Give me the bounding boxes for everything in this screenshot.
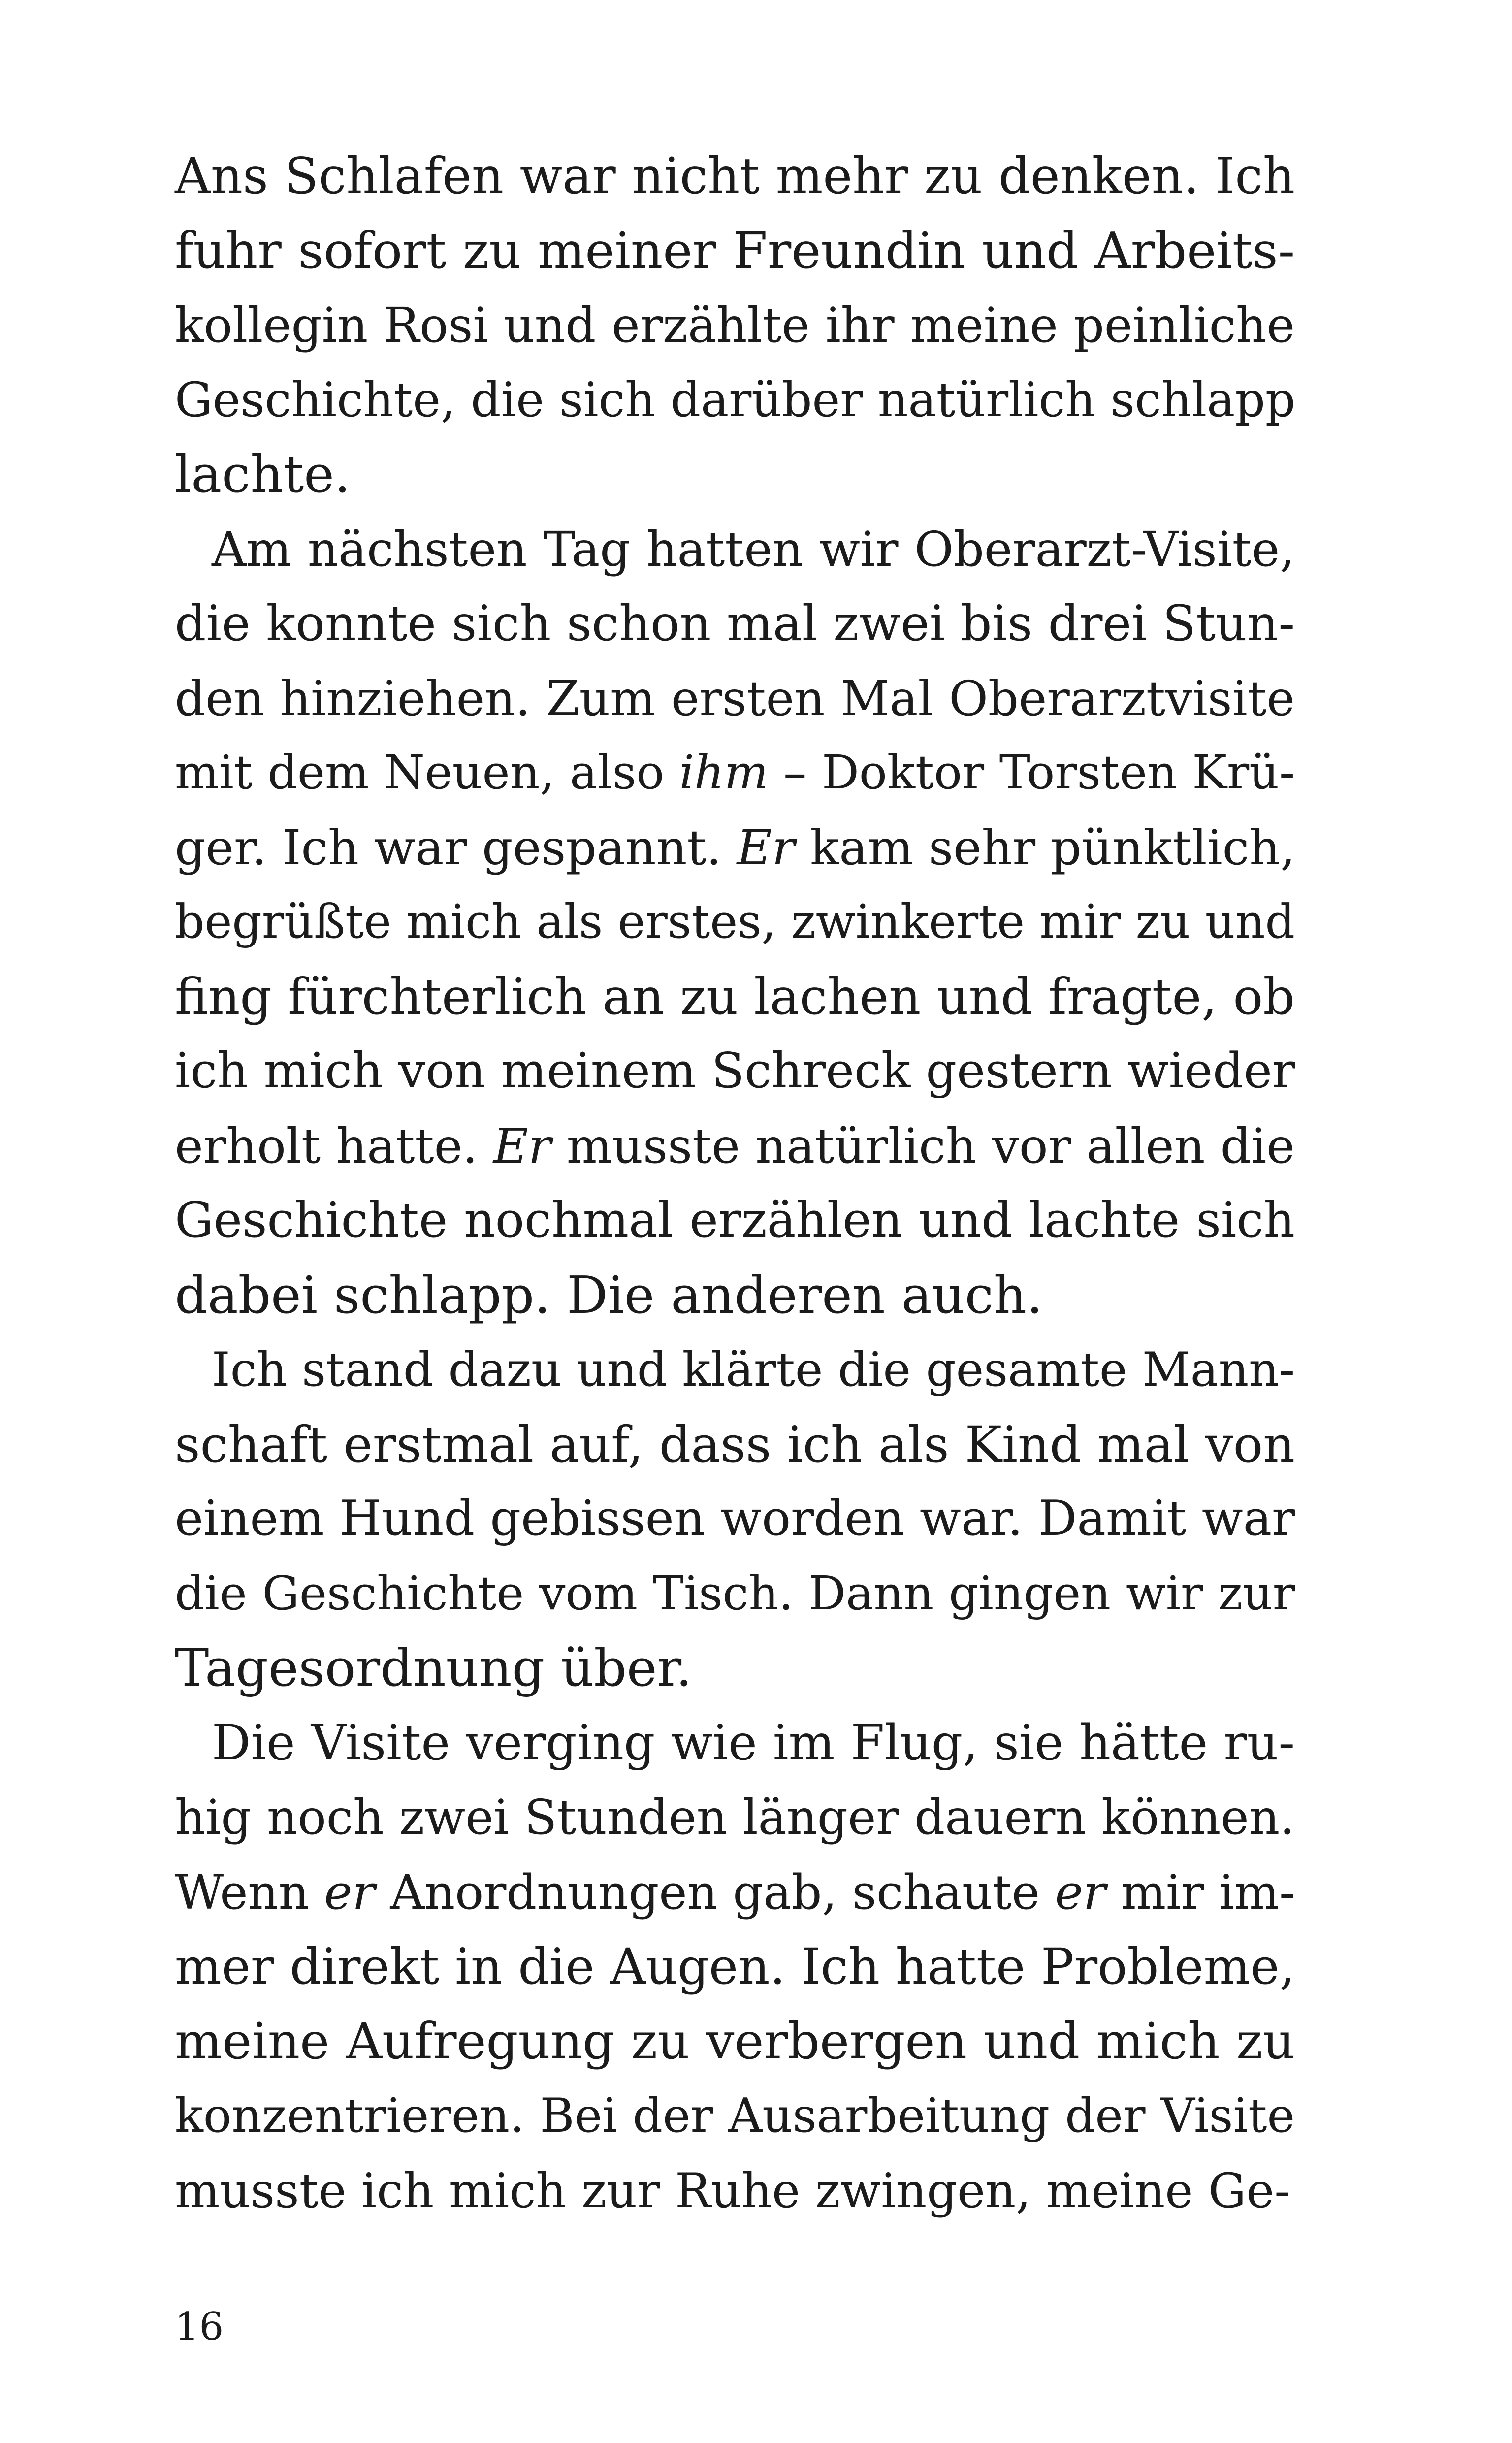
text-run: mir im- (1105, 1864, 1295, 1920)
text-line (175, 1780, 1295, 1855)
body-text (175, 139, 1295, 2228)
text-line (175, 2079, 1295, 2153)
text-run: Am nächsten Tag hatten wir Oberarzt-Visite, (212, 521, 1295, 577)
text-line (175, 1109, 1295, 1184)
text-run: kam sehr pünktlich, (795, 819, 1296, 876)
text-run: fuhr sofort zu meiner Freundin und Arbeits- (175, 221, 1295, 280)
italic-emphasis: ihm (679, 746, 769, 800)
text-line (175, 586, 1295, 661)
text-run: schaft erstmal auf, dass ich als Kind mal von (175, 1415, 1295, 1473)
text-run: die konnte sich schon mal zwei bis drei Stun- (175, 595, 1295, 652)
text-run: mer direkt in die Augen. Ich hatte Probleme, (175, 1938, 1295, 1995)
text-line (175, 960, 1295, 1035)
text-run: einem Hund gebissen worden war. Damit war (175, 1491, 1295, 1547)
text-run: Ich stand dazu und klärte die gesamte Mann- (212, 1342, 1295, 1397)
text-line (175, 1557, 1295, 1631)
text-run: begrüßte mich als erstes, zwinkerte mir zu und (175, 895, 1295, 949)
text-run: mit dem Neuen, also (175, 746, 679, 800)
text-line (175, 1333, 1295, 1407)
text-run: ger. Ich war gespannt. (175, 819, 737, 876)
text-line (175, 214, 1295, 289)
page-number: 16 (175, 2305, 224, 2349)
italic-emphasis: Er (737, 819, 795, 876)
text-line (175, 1183, 1295, 1258)
text-run: kollegin Rosi und erzählte ihr meine peinliche (175, 297, 1295, 353)
text-run: Wenn (175, 1864, 324, 1920)
text-line (175, 1631, 1295, 1706)
italic-emphasis: Er (493, 1117, 551, 1174)
text-line (175, 811, 1295, 885)
text-line (175, 437, 1295, 512)
text-run: – Doktor Torsten Krü- (768, 746, 1295, 800)
text-line (175, 2004, 1295, 2079)
text-run: meine Aufregung zu verbergen und mich zu (175, 2012, 1295, 2070)
text-run: Anordnungen gab, schaute (375, 1864, 1055, 1920)
text-run: musste natürlich vor allen die (551, 1117, 1295, 1174)
text-line (175, 363, 1295, 438)
text-run: Die Visite verging wie im Flug, sie hätte ru- (212, 1714, 1295, 1771)
text-line (175, 661, 1295, 736)
text-line (175, 2153, 1295, 2228)
text-run: Ans Schlafen war nicht mehr zu denken. Ich (175, 147, 1295, 205)
text-run: lachte. (175, 444, 351, 504)
text-line (175, 1855, 1295, 1930)
text-run: Geschichte nochmal erzählen und lachte sich (175, 1192, 1295, 1248)
text-run: konzentrieren. Bei der Ausarbeitung der Visite (175, 2088, 1295, 2143)
text-line (175, 1034, 1295, 1109)
text-run: Geschichte, die sich darüber natürlich schlapp (175, 372, 1296, 427)
text-line (175, 512, 1295, 587)
text-run: dabei schlapp. Die anderen auch. (175, 1265, 1043, 1325)
italic-emphasis: er (1055, 1864, 1106, 1920)
text-line (175, 885, 1295, 960)
text-run: musste ich mich zur Ruhe zwingen, meine Ge- (175, 2162, 1290, 2218)
text-run: Tagesordnung über. (175, 1638, 692, 1698)
text-run: fing fürchterlich an zu lachen und fragte, ob (175, 967, 1295, 1026)
text-run: den hinziehen. Zum ersten Mal Oberarztvisite (175, 670, 1295, 726)
text-line (175, 736, 1295, 811)
text-run: erholt hatte. (175, 1117, 493, 1174)
text-line (175, 139, 1295, 214)
text-line (175, 1482, 1295, 1557)
text-run: die Geschichte vom Tisch. Dann gingen wir zur (175, 1566, 1295, 1621)
italic-emphasis: er (324, 1864, 375, 1920)
text-line (175, 1929, 1295, 2004)
text-line (175, 1706, 1295, 1781)
text-line (175, 288, 1295, 363)
text-line (175, 1258, 1295, 1333)
text-run: ich mich von meinem Schreck gestern wieder (175, 1043, 1295, 1099)
text-run: hig noch zwei Stunden länger dauern können. (175, 1790, 1295, 1845)
text-line (175, 1407, 1295, 1482)
